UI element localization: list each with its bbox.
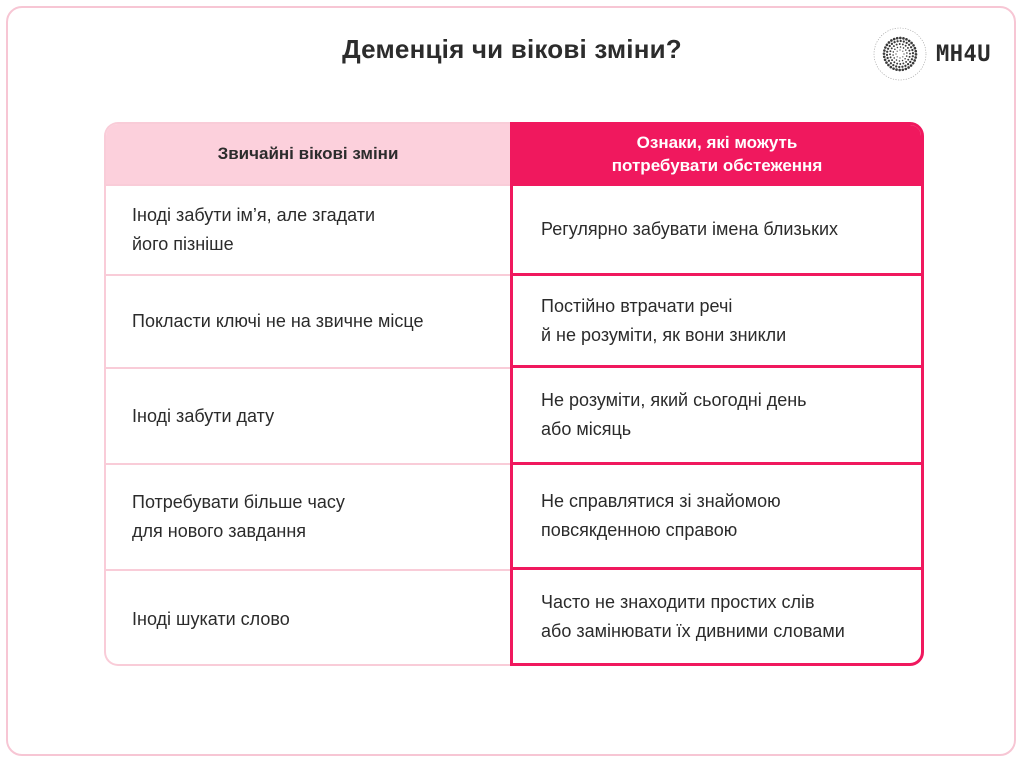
table-cell-left: Іноді забути ім’я, але згадати його пізніше [106, 184, 510, 274]
table-cell-left: Іноді шукати слово [106, 569, 510, 666]
table-cell-right: Не розуміти, який сьогодні день або місяць [513, 365, 921, 462]
table-cell-right: Постійно втрачати речі й не розуміти, як вони зникли [513, 273, 921, 365]
warning-signs-header: Ознаки, які можуть потребувати обстеження [513, 125, 921, 183]
table-cell-left: Іноді забути дату [106, 367, 510, 463]
sunburst-logo-icon [872, 26, 928, 82]
table-cell-right: Регулярно забувати імена близьких [513, 183, 921, 273]
normal-changes-header: Звичайні вікові зміни [106, 124, 510, 184]
table-cell-right: Не справлятися зі знайомою повсякденною справою [513, 462, 921, 567]
brand-name: MH4U [936, 41, 991, 67]
table-cell-left: Покласти ключі не на звичне місце [106, 274, 510, 367]
table-cell-left: Потребувати більше часу для нового завдання [106, 463, 510, 569]
normal-changes-column [104, 122, 510, 666]
table-cell-right: Часто не знаходити простих слів або замінювати їх дивними словами [513, 567, 921, 663]
comparison-table [104, 122, 924, 666]
brand-logo [872, 26, 991, 82]
page-title: Деменція чи вікові зміни? [342, 34, 682, 64]
warning-signs-column [510, 122, 924, 666]
